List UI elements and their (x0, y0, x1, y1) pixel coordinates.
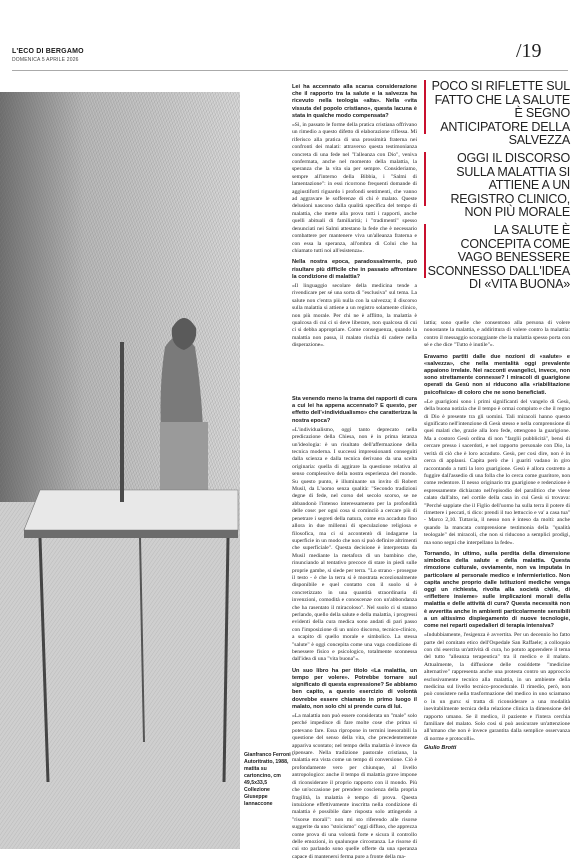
self-portrait-drawing (0, 92, 240, 849)
pullquote-1: POCO SI RIFLETTE SUL FATTO CHE LA SALUTE È SEGNO ANTICIPATORE DELLA SALVEZZA (431, 79, 570, 147)
interview-answer: «La malattia non può essere considerata un "male" solo perché impedisce di fare molte cose che prima si potevano fare. Essa ripropone in termini inesorabili la questione del senso della vita, che precedentemente appariva scontato; nel tempo della malattia è invece da ripensare. Nella tradizione pastorale cristiana, la malattia era vista come un tempo di conversione. Ciò è profondamente vero per chiunque, al livello antropologico: anche il tempo di malattia grave impone di riconsiderare il proprio rapporto con il mondo. Più che un'occasione per prendere coscienza della propria fragilità, la malattia è tempo di prova. Questa intuizione effettivamente inscritta nella condizione di malattia è possibile dare risposta solo attingendo a "risorse morali": non mi sto riferendo alle risorse suggerite da uno "stoicismo" oggi diffuso, che apprezza come prova di una volontà forte e sicura il controllo delle emozioni, in qualunque circostanza. Le risorse di cui sto parlando sono quelle offerte da una speranza capace di mantenersi ferma pure a fronte della ma- (292, 713, 417, 860)
newspaper-brand: L'ECO DI BERGAMO (12, 48, 84, 55)
interview-answer: lattia; sono quelle che consentono alla persona di volere nonostante la malattia, e addirittura di volere contro la malattia: contro il messaggio scoraggiante che la malattia spesso porta con sé e che dice "Tutto è inutile"». (424, 320, 570, 349)
article-column-3 (424, 320, 570, 844)
artwork-drawing (0, 92, 240, 849)
page-number: /19 (516, 40, 542, 62)
pullquote-3: LA SALUTE È CONCEPITA COME VAGO BENESSERE SCONNESSO DALL'IDEA DI «VITA BUONA» (427, 223, 570, 291)
pullquote-2: OGGI IL DISCORSO SULLA MALATTIA SI ATTIENE A UN REGISTRO CLINICO, NON PIÙ MORALE (450, 151, 570, 219)
interview-answer: «Il linguaggio secolare della medicina tende a rivendicare per sé una sorta di "esclusiva" sul tema. La salute non c'entra più nulla con la salvezza; il discorso sulla malattia si attiene a un registro solamente clinico, non più morale. Per chi ne è afflitto, la malattia è qualcosa di cui ci si deve liberare, non qualcosa di cui ci si debba appropriare. Come conseguenza, quando la malattia non passa, il malato rischia di cadere nella disperazione». (292, 282, 417, 349)
issue-date: DOMENICA 5 APRILE 2026 (12, 57, 79, 63)
interview-answer: «Le guarigioni sono i primi significanti del vangelo di Gesù, della buona notizia che il tempo è ormai compiuto e che il regno di Dio è presente tra gli uomini. Tali miracoli hanno questo significato nell'intenzione di Gesù stesso e nella comprensione di quei malati che, grazie alla loro fede, ottengono la guarigione. Ma a costoro Gesù ordina di non "farglii pubblicità", bensì di cercare presso i sacerdoti, e nel rapporto personale con Dio, la verità di ciò che è loro accaduto. Gesù, per così dire, non è in cerca di applausi. Capita però che i guariti vadano in giro raccontando a tutti la loro guarigione. Gesù è allora costretto a fuggire dall'assedio di una folla che lo cerca come guaritore, non come redentore. Il nesso originario tra guarigione e redenzione è espressamente dichiarato nell'episodio del paralitico che viene calato dall'alto, nel cortile della casa in cui Gesù si trovava: "Perché sappiate che il Figlio dell'uomo ha sulla terra il potere di rimettere i peccati, ti dico: prendi il tuo lettuccio e va' a casa tua" - Marco 2,10. Tuttavia, il nesso non è inteso da molti: anche quando la mancata comprensione testimonia della "qualità teologale" dei miracoli, che non si riducono a semplici prodigi, ma sono segni che interpellano la fede». (424, 398, 570, 546)
author-signature: Giulio Brotti (424, 745, 457, 752)
header-rule (12, 70, 568, 71)
interview-answer: «Sì, in passato le forme della pratica cristiana offrivano un rimedio a questo difetto di elaborazione riflessa. Mi riferisco alla pratica di una prossimità fraterna nei confronti dei malati: attraverso questa testimonianza concreta di una fede nel "l'alleanza con Dio", veniva confermata, anche nel momento della malattia, la speranza che la vita sia per sempre. Consideriamo, sempre all'interno della Bibbia, i "Salmi di lamentazione": in essi ricorrono frequenti domande di aggiustiforti riguardo i profondi sentimenti, che vanno ad aggravare le sofferenze di chi è malato. Queste delusioni nascono dalla qualità specifica del tempo di malattia, che mette alla prova tutti i rapporti, anche quelli abituali di familiarità; i "tradimenti" spesso denunciati nei Salmi attestano la fede che è necessario combattere per mantenere viva un'alleanza fraterna e con essa la speranza, all'ombra di Colui che ha chiamato tutti noi all'esistenza». (292, 122, 417, 254)
interview-answer: «L'individualismo, oggi tanto deprecato nella predicazione della Chiesa, non è in prima istanza un'ideologia: è un risultato dell'affermazione della tecnica moderna. I successi impressionanti conseguiti dalla scienza e dalla tecnica derivano da una scelta originaria: quella di aggirare la questione relativa al senso complessivo della nostra esperienza del mondo. Su questo punto, è illuminante un invito di Robert Musil, da L'uomo senza qualità: "Secondo tradizioni degne di fede, nel corso del secolo scorso, se ne abbandonò l'intenso interessamento per la profondità delle cose: per ogni cosa si cominciò a cercare più di penetrare i segreti della natura, come era accaduto fino allora in due millenni di speculazione religiosa e filosofica, ma ci si accontentò di indagarne la superficie in un modo che non si può definire altrimenti che superficiale". Questa decisione è interpretata da Musil mediante la metafora di un bambino che, rinunciando al tentativo precoce di stare in piedi sulle proprie gambe, si siede per terra. "Lo strano - prosegue il testo - è che la terra si è mostrata eccezionalmente disponibile e quel contatto con il suolo si è concretizzato in una quantità straordinaria di invenzioni, comodità e conoscenze con un'abbondanza che ha rasentato il miracoloso". Nel suolo ci si stanno perlando, quello della salute e della malattia, i progressi evidenti della cura medica sono andati di pari passo con l'imposizione di un unico discorso, tecnico-clinico, a scapito di quello morale e simbolico. La stessa "salute" è oggi concepita come una vaga condizione di benessere fisico e psicologico, totalmente sconnessa dall'idea di una "vita buona"». (292, 426, 417, 663)
interview-question: Sta venendo meno la trama dei rapporti di cura a cui lei ha appena accennato? E questo, per effetto dell'«individualismo» che caratterizza la nostra epoca? (292, 396, 417, 424)
interview-answer: «Indubbiamente, l'esigenza è avvertita. Per un decennio ho fatto parte del comitato etico dell'Ospedale San Raffaele; a colloquio con chi esercita un'attività di cura, ho potuto apprendere il tema del tutto "alleanza terapeutica" tra il medico e il malato. Attualmente, la diffusione delle cosiddette "medicine alternative" rappresenta anche una protesta contro un approccio esclusivamente tecnico alla malattia, in un ambiente della medicina sul livello tecnico-procedurale. Il rimedio, però, non può consistere nella trasformazione del medico in uno sciamano o in un guru: si tratta di riconsiderare a una modalità inevitabilmente tecnica della relazione clinica la dimensione del rapporto umano. Se il medico, il paziente e l'intera cerchia familiare del malato. Solo così si può assicurare un'attenzione all'umano che non è invece garantita dalla semplice osservanza di norme e protocolli». (424, 632, 570, 742)
masthead (0, 0, 580, 70)
interview-question: Un suo libro ha per titolo «La malattia, un tempo per volere». Potrebbe tornare sul significato di questa espressione? Se abbiamo ben capito, a questo esercizio di volontà dovrebbe essere chiamato in primo luogo il malato, non solo chi si prende cura di lui. (292, 667, 417, 710)
interview-question: Eravamo partiti dalle due nozioni di «salute» e «salvezza», che nella mentalità oggi prevalente appaiono irrelate. Nei racconti evangelici, invece, non sono strettamente connesse? I miracoli di guarigione operati da Gesù non si riducono alla «riabilitazione psicofisica» di coloro che ne sono beneficiati. (424, 353, 570, 396)
interview-question: Lei ha accennato alla scarsa considerazione che il rapporto tra la salute e la salvezza ha ricevuto nella teologia «alta». Nella «vita vissuta del popolo cristiano», questa lacuna è stata in qualche modo compensata? (292, 84, 417, 119)
article-column-1 (292, 80, 417, 380)
interview-question: Tornando, in ultimo, sulla perdita della dimensione simbolica della salute e della malattia. Questa rimozione culturale, ovviamente, non va imputata in particolare al personale medico e infermieristico. Non capita anche proprio dalle istituzioni mediche venga oggi un richiesta, rivolta alla società civile, di «riflettere insieme» sulle implicazioni morali della malattia e delle attività di cura? Questa necessità non è avvertita anche in ambienti particolarmente sensibili a un altissimo dispiegamento di nuove tecnologie, come nei reparti ospedalieri di terapia intensiva? (424, 550, 570, 629)
image-caption: Gianfranco Ferroni - Autoritratto, 1988, matita su cartoncino, cm 49,5x33,5 Collezione Giuseppe Iannaccone (244, 752, 294, 807)
article-column-2 (292, 392, 417, 860)
interview-question: Nella nostra epoca, paradossalmente, può risultare più difficile che in passato affrontare la condizione di malattia? (292, 259, 417, 280)
